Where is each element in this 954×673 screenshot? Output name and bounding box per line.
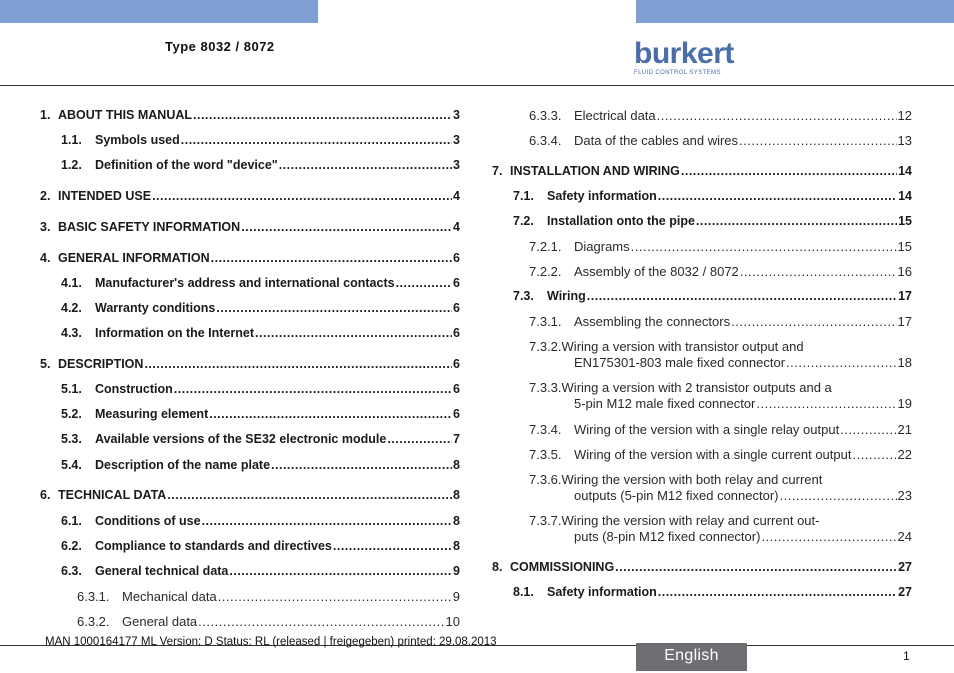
toc-entry[interactable] (40, 458, 460, 472)
toc-entry[interactable] (492, 585, 912, 599)
toc-entry-page: 7 (453, 432, 460, 446)
toc-entry[interactable] (492, 314, 912, 329)
toc-entry-page: 14 (898, 164, 912, 178)
toc-entry-number: 6.2. (61, 539, 82, 553)
toc-leader-dots (241, 220, 452, 234)
toc-entry-number: 6.3.1. (77, 589, 110, 604)
toc-entry-title: Diagrams (574, 239, 630, 254)
toc-entry-page: 13 (897, 133, 912, 148)
toc-entry-page: 18 (897, 355, 912, 370)
burkert-logo (634, 37, 734, 76)
toc-leader-dots (181, 133, 452, 147)
header-bar-right (636, 0, 954, 23)
toc-leader-dots (739, 133, 896, 148)
toc-entry[interactable] (40, 514, 460, 528)
toc-entry-title: INSTALLATION AND WIRING (510, 164, 680, 178)
toc-entry-page: 8 (453, 514, 460, 528)
toc-entry-title-continued: outputs (5-pin M12 fixed connector) (574, 488, 779, 503)
toc-entry[interactable] (40, 158, 460, 172)
toc-entry-title: Data of the cables and wires (574, 133, 739, 148)
toc-entry-page: 24 (897, 529, 912, 544)
toc-leader-dots (209, 407, 452, 421)
toc-entry-page: 23 (897, 488, 912, 503)
toc-entry-title: COMMISSIONING (510, 560, 615, 574)
toc-entry-title: Wiring a version with 2 transistor outputs and a (561, 380, 832, 395)
toc-entry-title: Compliance to standards and directives (95, 539, 332, 553)
header-bar-left (0, 0, 318, 23)
toc-leader-dots (657, 108, 897, 123)
toc-entry-title: Construction (95, 382, 173, 396)
toc-entry-title: Wiring the version with both relay and current (561, 472, 823, 487)
toc-entry-number: 6.3.2. (77, 614, 110, 629)
toc-leader-dots (387, 432, 452, 446)
toc-entry-number: 6.1. (61, 514, 82, 528)
toc-entry[interactable] (40, 564, 460, 578)
toc-entry-number: 4.2. (61, 301, 82, 315)
toc-leader-dots (193, 108, 452, 122)
toc-entry-number: 7.3.1. (529, 314, 562, 329)
toc-entry-page: 3 (453, 133, 460, 147)
toc-entry-page: 3 (453, 158, 460, 172)
toc-entry-title: Wiring a version with transistor output and (561, 339, 804, 354)
toc-entry-title: Electrical data (574, 108, 656, 123)
toc-entry-page: 21 (897, 422, 912, 437)
toc-entry-page: 19 (897, 396, 912, 411)
toc-entry-title: ABOUT THIS MANUAL (58, 108, 193, 122)
toc-entry-page: 17 (897, 314, 912, 329)
toc-leader-dots (696, 214, 897, 228)
toc-entry-page: 6 (453, 276, 460, 290)
toc-entry-page: 3 (453, 108, 460, 122)
toc-leader-dots (658, 585, 897, 599)
toc-entry-number: 6.3. (61, 564, 82, 578)
toc-leader-dots (396, 276, 452, 290)
toc-entry-number: 2. (40, 189, 51, 203)
toc-entry-number: 4.3. (61, 326, 82, 340)
toc-entry-number: 3. (40, 220, 51, 234)
toc-leader-dots (255, 326, 452, 340)
toc-entry-page: 15 (897, 239, 912, 254)
toc-leader-dots (780, 488, 897, 504)
toc-entry-number: 1. (40, 108, 51, 122)
toc-leader-dots (211, 251, 452, 265)
page-number: 1 (903, 649, 910, 663)
toc-entry-number: 6.3.3. (529, 108, 562, 123)
toc-entry[interactable] (492, 447, 912, 462)
header-divider (0, 85, 954, 86)
toc-entry-title: General data (122, 614, 198, 629)
toc-entry[interactable] (40, 301, 460, 315)
print-info: MAN 1000164177 ML Version: D Status: RL (released | freigegeben) printed: 29.08.2013 (45, 636, 497, 648)
toc-entry-title: Installation onto the pipe (547, 214, 695, 228)
toc-entry-title: Wiring of the version with a single current output (574, 447, 852, 462)
toc-leader-dots (218, 589, 452, 604)
toc-entry-page: 14 (898, 189, 912, 203)
toc-entry-title-continued: puts (8-pin M12 fixed connector) (574, 529, 761, 544)
toc-leader-dots (587, 289, 897, 303)
toc-entry-number: 5.1. (61, 382, 82, 396)
toc-entry[interactable] (40, 276, 460, 290)
toc-entry[interactable] (40, 189, 460, 203)
toc-leader-dots (658, 189, 897, 203)
toc-entry-title: Assembling the connectors (574, 314, 731, 329)
toc-entry-number: 6.3.4. (529, 133, 562, 148)
toc-entry-number: 7.3. (513, 289, 534, 303)
toc-entry[interactable] (40, 614, 460, 629)
toc-leader-dots (279, 158, 452, 172)
toc-entry-title: Manufacturer's address and international contacts (95, 276, 395, 290)
toc-entry-title: Information on the Internet (95, 326, 255, 340)
toc-entry-number: 5.3. (61, 432, 82, 446)
toc-entry[interactable] (492, 264, 912, 279)
toc-entry-number: 5.2. (61, 407, 82, 421)
toc-leader-dots (631, 239, 897, 254)
toc-entry-number: 4. (40, 251, 51, 265)
toc-leader-dots (144, 357, 452, 371)
toc-entry-title: Available versions of the SE32 electronic module (95, 432, 387, 446)
toc-entry-title: Wiring (547, 289, 586, 303)
toc-entry-title: BASIC SAFETY INFORMATION (58, 220, 241, 234)
toc-entry-page: 6 (453, 357, 460, 371)
toc-entry-number: 7.3.5. (529, 447, 562, 462)
toc-entry[interactable] (492, 214, 912, 228)
toc-leader-dots (271, 458, 452, 472)
toc-entry-page: 27 (898, 560, 912, 574)
toc-entry-number: 7. (492, 164, 503, 178)
toc-entry[interactable] (492, 560, 912, 574)
toc-entry[interactable] (40, 432, 460, 446)
toc-leader-dots (731, 314, 896, 329)
toc-leader-dots (740, 264, 897, 279)
toc-leader-dots (202, 514, 452, 528)
toc-entry-title: Safety information (547, 189, 657, 203)
toc-leader-dots (615, 560, 897, 574)
toc-leader-dots (761, 529, 896, 545)
toc-entry[interactable] (492, 380, 912, 412)
toc-entry[interactable] (492, 289, 912, 303)
toc-entry-page: 6 (453, 407, 460, 421)
toc-entry-page: 16 (897, 264, 912, 279)
toc-entry[interactable] (40, 488, 460, 502)
toc-entry-title: General technical data (95, 564, 229, 578)
toc-entry-number: 7.3.4. (529, 422, 562, 437)
toc-entry[interactable] (40, 251, 460, 265)
toc-entry-number: 7.1. (513, 189, 534, 203)
toc-entry-title: Wiring the version with relay and current out- (561, 513, 820, 528)
toc-entry-number: 7.2.1. (529, 239, 562, 254)
toc-leader-dots (333, 539, 452, 553)
toc-entry-number: 1.2. (61, 158, 82, 172)
toc-entry[interactable] (40, 407, 460, 421)
toc-entry-number: 6. (40, 488, 51, 502)
toc-entry-page: 6 (453, 301, 460, 315)
toc-entry-title: Mechanical data (122, 589, 217, 604)
toc-entry-title: Assembly of the 8032 / 8072 (574, 264, 739, 279)
toc-leader-dots (852, 447, 896, 462)
toc-entry-number: 1.1. (61, 133, 82, 147)
toc-entry[interactable] (492, 108, 912, 123)
toc-entry-number: 7.3.7. (529, 513, 562, 528)
toc-entry-page: 6 (453, 382, 460, 396)
document-type-title: Type 8032 / 8072 (165, 39, 275, 54)
toc-entry-page: 6 (453, 326, 460, 340)
toc-entry[interactable] (492, 164, 912, 178)
toc-entry[interactable] (40, 539, 460, 553)
toc-entry-number: 5. (40, 357, 51, 371)
toc-entry-number: 7.2. (513, 214, 534, 228)
toc-entry-title: Conditions of use (95, 514, 201, 528)
toc-entry-title: Measuring element (95, 407, 209, 421)
toc-entry-title-continued: 5-pin M12 male fixed connector (574, 396, 756, 411)
toc-entry-page: 8 (453, 488, 460, 502)
toc-leader-dots (840, 422, 896, 437)
toc-entry-number: 7.3.2. (529, 339, 562, 354)
toc-leader-dots (681, 164, 897, 178)
toc-entry-page: 12 (897, 108, 912, 123)
toc-entry-title: Description of the name plate (95, 458, 271, 472)
toc-entry-number: 8. (492, 560, 503, 574)
toc-leader-dots (216, 301, 452, 315)
toc-entry[interactable] (492, 339, 912, 371)
toc-leader-dots (152, 189, 452, 203)
toc-entry-number: 4.1. (61, 276, 82, 290)
toc-entry[interactable] (40, 220, 460, 234)
toc-entry-title: GENERAL INFORMATION (58, 251, 210, 265)
toc-entry-page: 22 (897, 447, 912, 462)
toc-entry[interactable] (40, 108, 460, 122)
toc-entry-title-continued: EN175301-803 male fixed connector (574, 355, 786, 370)
toc-entry-page: 4 (453, 220, 460, 234)
toc-entry[interactable] (40, 357, 460, 371)
toc-entry-title: INTENDED USE (58, 189, 152, 203)
toc-entry[interactable] (492, 239, 912, 254)
toc-leader-dots (756, 396, 896, 412)
toc-entry-page: 6 (453, 251, 460, 265)
toc-entry-number: 7.3.3. (529, 380, 562, 395)
toc-leader-dots (198, 614, 444, 629)
toc-entry-title: Wiring of the version with a single relay output (574, 422, 840, 437)
toc-entry[interactable] (492, 472, 912, 504)
toc-entry-title: Definition of the word "device" (95, 158, 278, 172)
language-badge: English (636, 643, 747, 671)
toc-entry[interactable] (40, 382, 460, 396)
toc-entry-number: 8.1. (513, 585, 534, 599)
toc-entry-page: 17 (898, 289, 912, 303)
toc-entry-page: 15 (898, 214, 912, 228)
logo-wordmark: burkert (634, 37, 734, 70)
toc-entry-title: Safety information (547, 585, 657, 599)
toc-entry-page: 8 (453, 539, 460, 553)
toc-entry-page: 4 (453, 189, 460, 203)
toc-leader-dots (167, 488, 452, 502)
toc-entry[interactable] (492, 422, 912, 437)
toc-entry[interactable] (40, 133, 460, 147)
toc-entry[interactable] (40, 326, 460, 340)
toc-entry[interactable] (40, 589, 460, 604)
toc-entry-page: 10 (445, 614, 460, 629)
toc-entry-page: 9 (453, 564, 460, 578)
toc-entry-title: Warranty conditions (95, 301, 216, 315)
toc-entry-page: 9 (452, 589, 460, 604)
toc-entry-page: 8 (453, 458, 460, 472)
toc-entry-number: 5.4. (61, 458, 82, 472)
logo-tagline: FLUID CONTROL SYSTEMS (634, 70, 721, 76)
toc-entry-title: DESCRIPTION (58, 357, 144, 371)
toc-entry-title: TECHNICAL DATA (58, 488, 167, 502)
toc-entry-title: Symbols used (95, 133, 180, 147)
toc-entry[interactable] (492, 513, 912, 545)
toc-entry[interactable] (492, 189, 912, 203)
toc-entry-number: 7.2.2. (529, 264, 562, 279)
toc-leader-dots (174, 382, 452, 396)
toc-leader-dots (229, 564, 452, 578)
toc-entry-number: 7.3.6. (529, 472, 562, 487)
toc-entry[interactable] (492, 133, 912, 148)
toc-entry-page: 27 (898, 585, 912, 599)
toc-leader-dots (786, 355, 897, 371)
